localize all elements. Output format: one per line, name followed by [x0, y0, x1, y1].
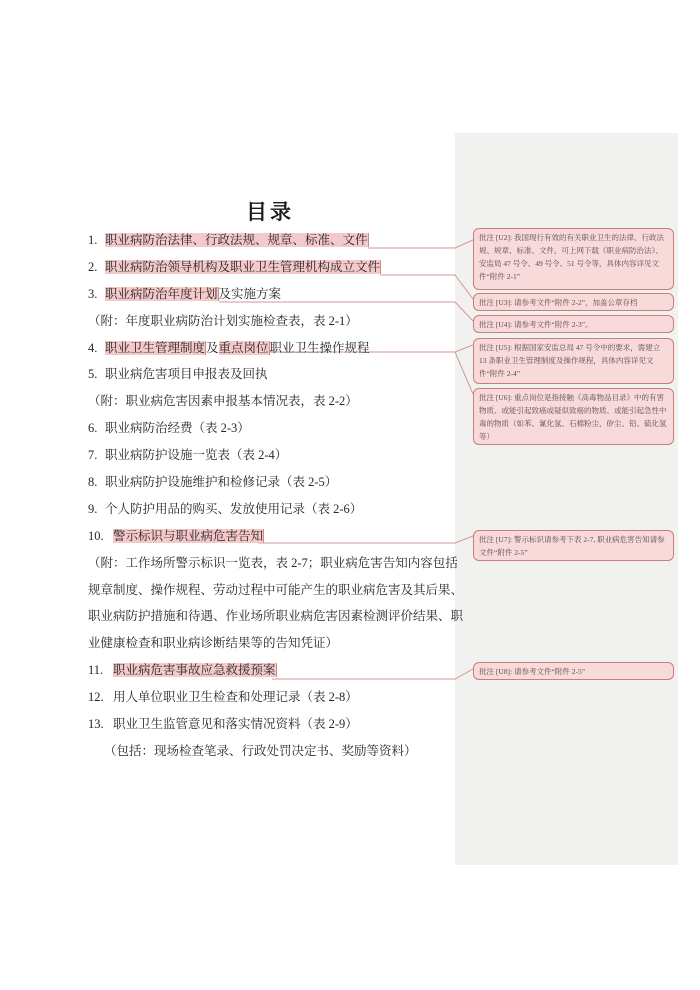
toc-text: 及实施方案: [218, 286, 282, 301]
toc-item-number: 13.: [88, 717, 104, 732]
toc-item-number: 6.: [88, 421, 98, 436]
toc-text: 职业病防治经费（表 2-3）: [105, 421, 250, 436]
toc-text: 业健康检查和职业病诊断结果等的告知凭证）: [88, 636, 339, 651]
toc-item-number: 5.: [88, 367, 98, 382]
toc-line: [88, 684, 468, 711]
comment-label: 批注 [U7]:: [479, 535, 514, 544]
comment-text: 我国现行有效的有关职业卫生的法律、行政法规、规章、标准、文件，可上网下载《职业病防治法》、安监局 47 号令、49 号令、51 号令等，具体内容详见文件“附件 2-1”: [479, 233, 664, 281]
toc-line: [88, 657, 468, 684]
toc-text: 规章制度、操作规程、劳动过程中可能产生的职业病危害及其后果、: [88, 582, 464, 597]
toc-line: [88, 523, 468, 550]
toc-item-number: 3.: [88, 286, 98, 301]
page-title: 目录: [246, 200, 294, 224]
comment-text: 请参考文件“附件 2-2”，加盖公章存档: [514, 298, 638, 307]
toc-line: [88, 550, 468, 577]
toc-text: 职业卫生操作规程: [269, 340, 370, 355]
toc-line: [88, 630, 468, 657]
toc-highlighted-text: 职业卫生管理制度: [105, 340, 206, 355]
comment-balloon-u3[interactable]: [473, 293, 674, 311]
toc-item-number: 11.: [88, 663, 104, 678]
toc-text: 职业病危害项目申报表及回执: [105, 367, 268, 382]
toc-text: 职业病防护设施维护和检修记录（表 2-5）: [105, 475, 338, 490]
toc-line: [88, 469, 468, 496]
toc-item-number: 2.: [88, 259, 98, 274]
comment-text: 根据国家安监总局 47 号令中的要求，需建立 13 条职业卫生管理制度及操作规程，具体内容详见文件“附件 2-4”: [479, 343, 661, 378]
toc-line: [88, 603, 468, 630]
toc-line: [88, 308, 468, 335]
toc-item-number: 1.: [88, 233, 98, 247]
toc-line: [88, 442, 468, 469]
toc-line: [88, 738, 468, 765]
toc-highlighted-text: 职业病防治年度计划: [105, 286, 218, 301]
comment-text: 警示标识请参考下表 2-7, 职业病危害告知请参文件“附件 2-5”: [479, 535, 665, 557]
toc-item-number: 4.: [88, 340, 98, 355]
toc-text: （附：年度职业病防治计划实施检查表，表 2-1）: [88, 313, 358, 328]
toc-text: （附：工作场所警示标识一览表，表 2-7；职业病危害告知内容包括: [88, 555, 458, 570]
toc-line: [88, 281, 468, 308]
toc-text: 用人单位职业卫生检查和处理记录（表 2-8）: [113, 690, 358, 705]
comment-text: 请参考文件“附件 2-5”: [514, 667, 586, 676]
toc-text: （包括：现场检查笔录、行政处罚决定书、奖励等资料）: [104, 743, 417, 758]
comment-label: 批注 [U6]:: [479, 393, 514, 402]
toc-text: （附：职业病危害因素申报基本情况表，表 2-2）: [88, 394, 358, 409]
toc-text: 及: [206, 340, 219, 355]
comment-text: 请参考文件“附件 2-3”。: [514, 320, 593, 329]
comment-balloon-u2[interactable]: [473, 228, 674, 290]
toc-line: [88, 496, 468, 523]
toc-item-number: 9.: [88, 501, 98, 516]
comment-balloon-u7[interactable]: [473, 530, 674, 561]
comment-balloon-u8[interactable]: [473, 662, 674, 680]
toc-item-number: 10.: [88, 528, 104, 543]
toc-line: [88, 415, 468, 442]
table-of-contents: [88, 227, 468, 765]
toc-highlighted-text: 警示标识与职业病危害告知: [113, 528, 264, 543]
toc-line: [88, 388, 468, 415]
comment-label: 批注 [U5]:: [479, 343, 514, 352]
toc-line: [88, 711, 468, 738]
toc-item-number: 12.: [88, 690, 104, 705]
toc-highlighted-text: 职业病危害事故应急救援预案: [113, 663, 276, 678]
toc-text: 职业卫生监管意见和落实情况资料（表 2-9）: [113, 717, 358, 732]
comment-label: 批注 [U4]:: [479, 320, 514, 329]
toc-line: [88, 361, 468, 388]
toc-line: [88, 254, 468, 281]
toc-item-number: 7.: [88, 448, 98, 463]
comment-label: 批注 [U3]:: [479, 298, 514, 307]
comment-balloon-u6[interactable]: [473, 388, 674, 445]
toc-text: 职业病防护措施和待遇、作业场所职业病危害因素检测评价结果、职: [88, 609, 464, 624]
toc-line: [88, 577, 468, 604]
comment-label: 批注 [U2]:: [479, 233, 514, 242]
toc-text: 个人防护用品的购买、发放使用记录（表 2-6）: [105, 501, 363, 516]
comment-balloon-u4[interactable]: [473, 315, 674, 333]
toc-highlighted-text: 职业病防治领导机构及职业卫生管理机构成立文件: [105, 259, 381, 274]
toc-text: 职业病防护设施一览表（表 2-4）: [105, 448, 288, 463]
toc-item-number: 8.: [88, 475, 98, 490]
toc-line: [88, 227, 468, 254]
comment-balloon-u5[interactable]: [473, 338, 674, 384]
comment-label: 批注 [U8]:: [479, 667, 514, 676]
comment-text: 重点岗位是指接触《高毒物品目录》中的有害物质、或能引起致癌或疑似致癌的物质、或能引起急性中毒的物质（如苯、氰化氢、石棉粉尘、矽尘、铅、硫化氢等）: [479, 393, 667, 441]
toc-highlighted-text: 重点岗位: [218, 340, 269, 355]
toc-line: [88, 335, 468, 362]
toc-highlighted-text: 职业病防治法律、行政法规、规章、标准、文件: [105, 233, 368, 247]
